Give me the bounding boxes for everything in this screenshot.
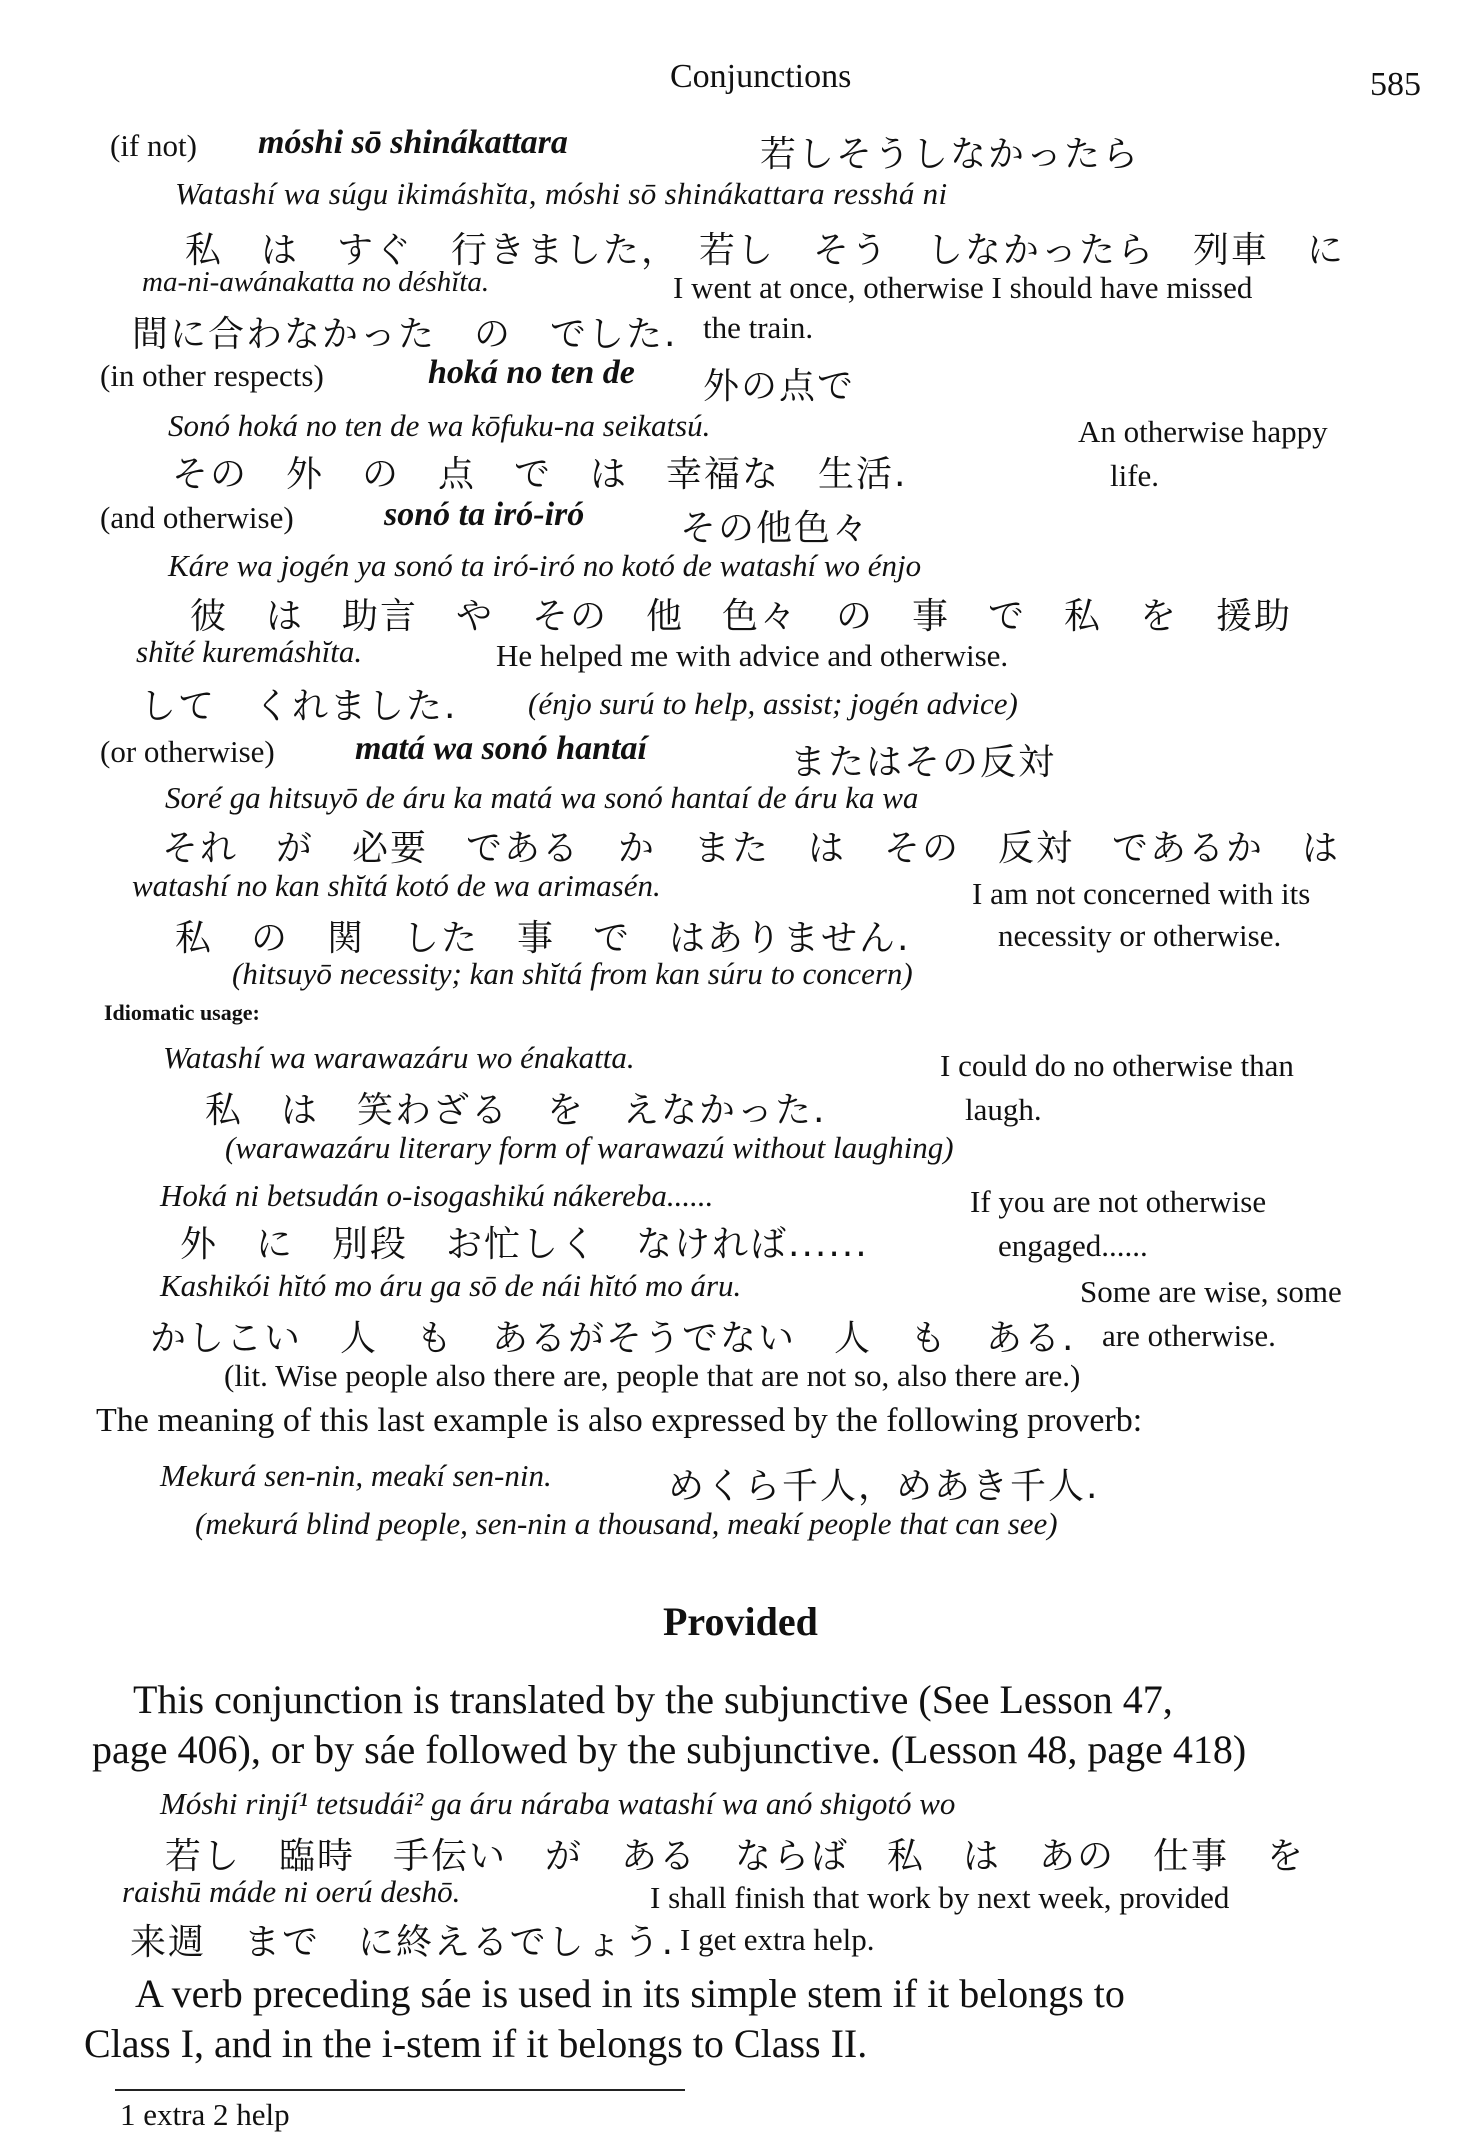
paragraph: This conjunction is translated by the subjunctive (See Lesson 47, [133,1677,1173,1722]
paragraph: Class I, and in the i-stem if it belongs to Class II. [84,2021,868,2066]
example-romaji: Káre wa jogén ya sonó ta iró-iró no kotó de watashí wo énjo [168,548,922,583]
section-label: Idiomatic usage: [104,1000,260,1025]
example-japanese: して くれました. [140,686,458,727]
vocabulary-note: (énjo surú to help, assist; jogén advice) [528,686,1018,721]
example-japanese: 私 は すぐ 行きました， 若し そう しなかったら 列車 に [185,230,1346,271]
vocabulary-note: (warawazáru literary form of warawazú without laughing) [225,1130,954,1165]
section-heading: Provided [663,1599,818,1644]
example-romaji: ma-ni-awánakatta no déshĭta. [142,266,490,298]
entry-japanese: その他色々 [680,508,871,549]
entry-romaji: sonó ta iró-iró [384,496,585,533]
example-romaji: Mekurá sen-nin, meakí sen-nin. [160,1458,552,1493]
entry-romaji: matá wa sonó hantaí [355,730,647,767]
example-japanese: それ が 必要 である か また は その 反対 であるか は [162,828,1341,869]
example-translation: He helped me with advice and otherwise. [496,638,1009,673]
entry-romaji: hoká no ten de [428,354,635,391]
example-japanese: 間に合わなかった の でした. [132,314,678,355]
example-translation: I went at once, otherwise I should have missed [673,270,1253,305]
example-romaji: watashí no kan shĭtá kotó de wa arimasén. [132,868,661,903]
example-translation: are otherwise. [1102,1318,1276,1353]
example-japanese: 彼 は 助言 や その 他 色々 の 事 で 私 を 援助 [190,596,1293,637]
example-japanese: その 外 の 点 で は 幸福な 生活. [172,454,908,495]
example-translation: Some are wise, some [1080,1274,1342,1309]
example-translation: I shall finish that work by next week, provided [650,1880,1230,1915]
entry-japanese: 若しそうしなかったら [760,134,1141,175]
example-romaji: Watashí wa warawazáru wo énakatta. [163,1040,635,1075]
paragraph: page 406), or by sáe followed by the subjunctive. (Lesson 48, page 418) [92,1727,1247,1772]
example-translation: life. [1110,458,1160,493]
example-romaji: Watashí wa súgu ikimáshĭta, móshi sō shinákattara resshá ni [175,176,948,211]
vocabulary-note: (hitsuyō necessity; kan shĭtá from kan súru to concern) [232,956,913,991]
example-japanese: めくら千人，めあき千人. [668,1466,1100,1507]
example-japanese: 外 に 別段 お忙しく なければ...... [180,1224,869,1265]
footnotes: 1 extra 2 help [120,2097,290,2132]
example-romaji: Soré ga hitsuyō de áru ka matá wa sonó hantaí de áru ka wa [165,780,919,815]
footnote-rule [115,2089,685,2091]
example-translation: I could do no otherwise than [940,1048,1294,1083]
example-japanese: 私 の 関 した 事 で はありません. [175,918,911,959]
example-romaji: shĭté kuremáshĭta. [136,634,363,669]
example-translation: An otherwise happy [1078,414,1328,449]
vocabulary-note: (lit. Wise people also there are, people that are not so, also there are.) [224,1358,1081,1393]
example-translation: engaged...... [998,1228,1148,1263]
example-romaji: Móshi rinjí¹ tetsudái² ga áru náraba watashí wa anó shigotó wo [160,1786,956,1821]
vocabulary-note: (mekurá blind people, sen-nin a thousand, meakí people that can see) [195,1506,1058,1541]
entry-romaji: móshi sō shinákattara [258,124,568,161]
example-translation: the train. [703,310,814,345]
example-translation: necessity or otherwise. [998,918,1282,953]
entry-label: (and otherwise) [100,500,294,535]
example-translation: I get extra help. [680,1922,875,1957]
entry-label: (or otherwise) [100,734,275,769]
entry-label: (in other respects) [100,358,324,393]
example-romaji: Sonó hoká no ten de wa kōfuku-na seikatsú. [168,408,711,443]
running-header-title: Conjunctions [670,58,852,95]
example-japanese: 若し 臨時 手伝い が ある ならば 私 は あの 仕事 を [165,1836,1306,1877]
paragraph: The meaning of this last example is also expressed by the following proverb: [96,1402,1143,1439]
example-japanese: 私 は 笑わざる を えなかった. [205,1090,827,1131]
example-japanese: かしこい 人 も あるがそうでない 人 も ある. [150,1318,1076,1359]
example-romaji: Kashikói hĭtó mo áru ga sō de nái hĭtó mo áru. [160,1268,742,1303]
example-translation: If you are not otherwise [970,1184,1267,1219]
example-romaji: raishū máde ni oerú deshō. [122,1874,461,1909]
entry-japanese: またはその反対 [790,742,1057,783]
entry-label: (if not) [110,128,197,163]
example-japanese: 来週 まで に終えるでしょう. [130,1922,676,1963]
page-number: 585 [1370,66,1421,103]
example-translation: I am not concerned with its [972,876,1311,911]
example-translation: laugh. [965,1092,1042,1127]
paragraph: A verb preceding sáe is used in its simple stem if it belongs to [135,1971,1125,2016]
entry-japanese: 外の点で [703,366,856,407]
example-romaji: Hoká ni betsudán o-isogashikú nákereba...... [160,1178,714,1213]
